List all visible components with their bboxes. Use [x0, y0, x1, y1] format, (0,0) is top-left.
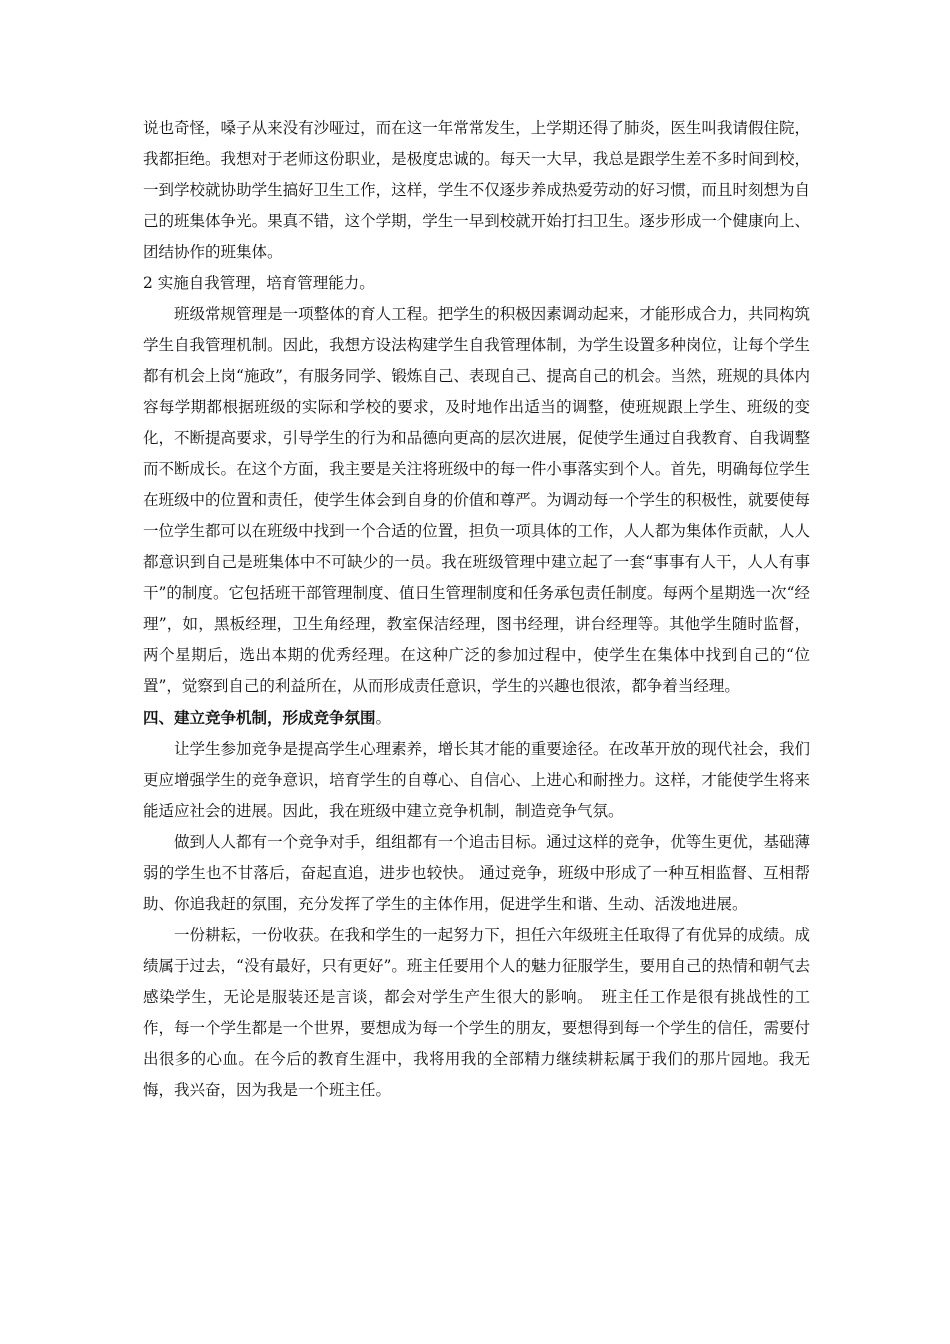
paragraph-competition: 让学生参加竞争是提高学生心理素养，增长其才能的重要途径。在改革开放的现代社会，我们更应增强学生的竞争意识，培育学生的自尊心、自信心、上进心和耐挫力。这样，才能使学生将来能适应社会的进展。因此，我在班级中建立竞争机制，制造竞争气氛。: [143, 740, 810, 820]
subsection-heading: 2 实施自我管理，培育管理能力。: [143, 274, 375, 292]
paragraph-conclusion: 一份耕耘，一份收获。在我和学生的一起努力下，担任六年级班主任取得了有优异的成绩。成绩属于过去，“没有最好，只有更好”。班主任要用个人的魅力征服学生，要用自己的热情和朝气去感染学生，无论是服装还是言谈，都会对学生产生很大的影响。 班主任工作是很有挑战性的工作，每一个学生都是一个世界，要想成为每一个学生的朋友，要想得到每一个学生的信任，需要付出很多的心血。在今后的教育生涯中，我将用我的全部精力继续耕耘属于我们的那片园地。我无悔，我兴奋，因为我是一个班主任。: [143, 926, 810, 1099]
section-heading-punct: 。: [375, 709, 392, 727]
paragraph-class-management: 班级常规管理是一项整体的育人工程。把学生的积极因素调动起来，才能形成合力，共同构筑学生自我管理机制。因此，我想方设法构建学生自我管理体制，为学生设置多种岗位，让每个学生都有机会上岗“施政”，有服务同学、锻炼自己、表现自己、提高自己的机会。当然，班规的具体内容每学期都根据班级的实际和学校的要求，及时地作出适当的调整，使班规跟上学生、班级的变化，不断提高要求，引导学生的行为和品德向更高的层次进展，促使学生通过自我教育、自我调整而不断成长。在这个方面，我主要是关注将班级中的每一件小事落实到个人。首先，明确每位学生在班级中的位置和责任，使学生体会到自身的价值和尊严。为调动每一个学生的积极性，就要使每一位学生都可以在班级中找到一个合适的位置，担负一项具体的工作，人人都为集体作贡献，人人都意识到自己是班集体中不可缺少的一员。我在班级管理中建立起了一套“事事有人干，人人有事干”的制度。它包括班干部管理制度、值日生管理制度和任务承包责任制度。每两个星期选一次“经理”，如，黑板经理，卫生角经理，教室保洁经理，图书经理，讲台经理等。其他学生随时监督，两个星期后，选出本期的优秀经理。在这种广泛的参加过程中，使学生在集体中找到自己的“位置”，觉察到自己的利益所在，从而形成责任意识，学生的兴趣也很浓，都争着当经理。: [143, 305, 810, 695]
section-heading: [143, 702, 810, 734]
section-heading-title: 四、建立竞争机制，形成竞争氛围: [143, 708, 376, 727]
paragraph-intro: 说也奇怪，嗓子从来没有沙哑过，而在这一年常常发生，上学期还得了肺炎，医生叫我请假住院，我都拒绝。我想对于老师这份职业，是极度忠诚的。每天一大早，我总是跟学生差不多时间到校，一到学校就协助学生搞好卫生工作，这样，学生不仅逐步养成热爱劳动的好习惯，而且时刻想为自己的班集体争光。果真不错，这个学期，学生一早到校就开始打扫卫生。逐步形成一个健康向上、团结协作的班集体。: [143, 119, 810, 261]
document-body: [143, 113, 810, 1106]
paragraph-competitors: 做到人人都有一个竞争对手，组组都有一个追击目标。通过这样的竞争，优等生更优，基础薄弱的学生也不甘落后，奋起直追，进步也较快。 通过竞争，班级中形成了一种互相监督、互相帮助、你追我赶的氛围，充分发挥了学生的主体作用，促进学生和谐、生动、活泼地进展。: [143, 833, 810, 913]
